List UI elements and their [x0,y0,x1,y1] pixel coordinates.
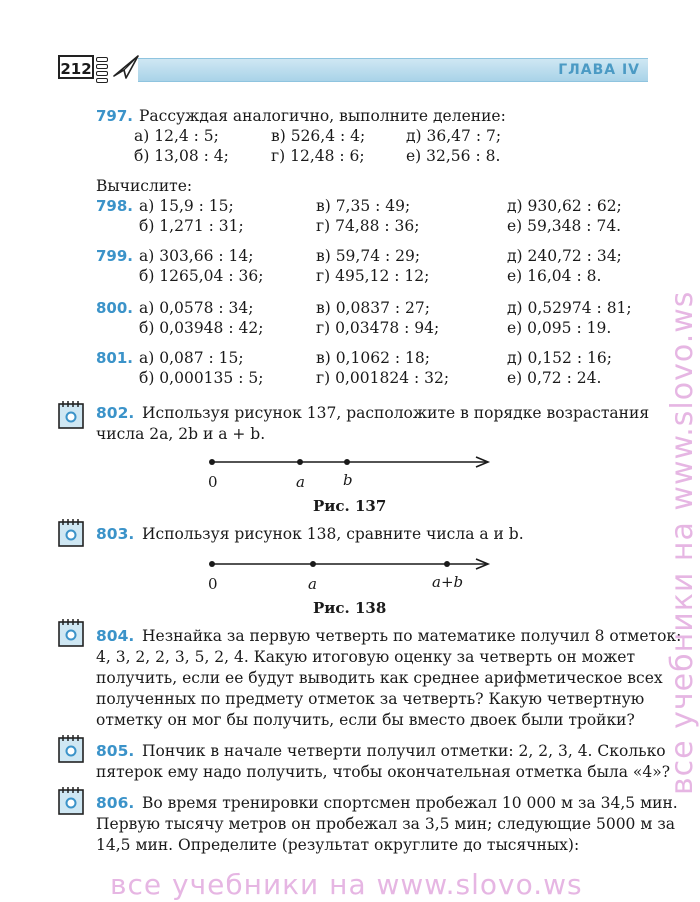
notebook-icon [56,518,86,548]
exercise-text: Во время тренировки спортсмен пробежал 10 000 м за 34,5 мин. [142,794,678,812]
task-item: а) 15,9 : 15; [139,197,234,215]
exercise-text: пятерок ему надо получить, чтобы окончательная отметка была «4»? [96,763,671,781]
task-item: в) 0,1062 : 18; [316,349,430,367]
figure-caption: Рис. 137 [313,497,387,515]
number-line-label: a [296,473,305,491]
number-line-label: b [343,471,353,489]
page-number: 212 [58,55,94,79]
task-item: д) 930,62 : 62; [507,197,622,215]
task-item: е) 16,04 : 8. [507,267,602,285]
notebook-icon [56,618,86,648]
task-item: в) 526,4 : 4; [271,127,366,145]
number-line-label: 0 [208,473,218,491]
notebook-icon [56,400,86,430]
watermark-vertical: все учебники на www.slovo.ws [665,290,700,795]
exercise-number: 805. [96,742,135,760]
task-item: е) 0,095 : 19. [507,319,612,337]
paper-plane-icon [112,54,140,80]
header-bar [138,58,648,82]
exercise-number: 798. [96,197,134,215]
task-item: г) 74,88 : 36; [316,217,420,235]
number-line-137 [200,452,500,472]
watermark-bottom: все учебники на www.slovo.ws [110,868,583,901]
task-item: е) 59,348 : 74. [507,217,622,235]
exercise-text: Пончик в начале четверти получил отметки: 2, 2, 3, 4. Сколько [142,742,666,760]
spiral-binding-icon [96,57,108,79]
exercise-number: 806. [96,794,135,812]
task-item: д) 240,72 : 34; [507,247,622,265]
exercise-number: 804. [96,627,135,645]
task-item: б) 13,08 : 4; [134,147,229,165]
task-item: г) 495,12 : 12; [316,267,430,285]
task-item: а) 12,4 : 5; [134,127,219,145]
exercise-text: Используя рисунок 138, сравните числа a и b. [142,525,524,543]
task-item: г) 12,48 : 6; [271,147,365,165]
task-item: е) 32,56 : 8. [406,147,501,165]
task-item: в) 7,35 : 49; [316,197,411,215]
task-item: г) 0,001824 : 32; [316,369,450,387]
task-item: е) 0,72 : 24. [507,369,602,387]
exercise-number: 800. [96,299,134,317]
task-item: в) 0,0837 : 27; [316,299,430,317]
exercise-number: 802. [96,404,135,422]
task-item: д) 0,152 : 16; [507,349,612,367]
exercise-text: Используя рисунок 137, расположите в порядке возрастания [142,404,650,422]
figure-caption: Рис. 138 [313,599,387,617]
exercise-number: 801. [96,349,134,367]
task-item: б) 0,000135 : 5; [139,369,264,387]
task-item: в) 59,74 : 29; [316,247,421,265]
exercise-text: Незнайка за первую четверть по математике получил 8 отметок: [142,627,682,645]
exercise-number: 803. [96,525,135,543]
page-header [52,54,648,82]
chapter-title: ГЛАВА IV [558,62,640,78]
task-item: д) 36,47 : 7; [406,127,502,145]
number-line-138 [200,554,500,574]
exercise-text: 14,5 мин. Определите (результат округлите до тысячных): [96,836,580,854]
exercise-text: Рассуждая аналогично, выполните деление: [139,107,506,125]
exercise-text: числа 2a, 2b и a + b. [96,425,266,443]
section-label: Вычислите: [96,177,193,195]
notebook-icon [56,786,86,816]
number-line-label: a [308,575,317,593]
exercise-number: 799. [96,247,134,265]
exercise-number: 797. [96,107,134,125]
task-item: а) 0,087 : 15; [139,349,244,367]
notebook-icon [56,734,86,764]
exercise-text: 4, 3, 2, 2, 3, 5, 2, 4. Какую итоговую оценку за четверть он может [96,648,636,666]
exercise-text: Первую тысячу метров он пробежал за 3,5 мин; следующие 5000 м за [96,815,676,833]
exercise-text: отметку он мог бы получить, если бы вместо двоек были тройки? [96,711,635,729]
task-item: б) 1265,04 : 36; [139,267,264,285]
exercise-text: получить, если ее будут выводить как среднее арифметическое всех [96,669,663,687]
number-line-label: 0 [208,575,218,593]
exercise-text: полученных по предмету отметок за четверть? Какую четвертную [96,690,645,708]
task-item: а) 303,66 : 14; [139,247,254,265]
number-line-label: a+b [432,573,464,591]
task-item: д) 0,52974 : 81; [507,299,632,317]
task-item: б) 0,03948 : 42; [139,319,264,337]
task-item: а) 0,0578 : 34; [139,299,254,317]
task-item: б) 1,271 : 31; [139,217,244,235]
task-item: г) 0,03478 : 94; [316,319,440,337]
